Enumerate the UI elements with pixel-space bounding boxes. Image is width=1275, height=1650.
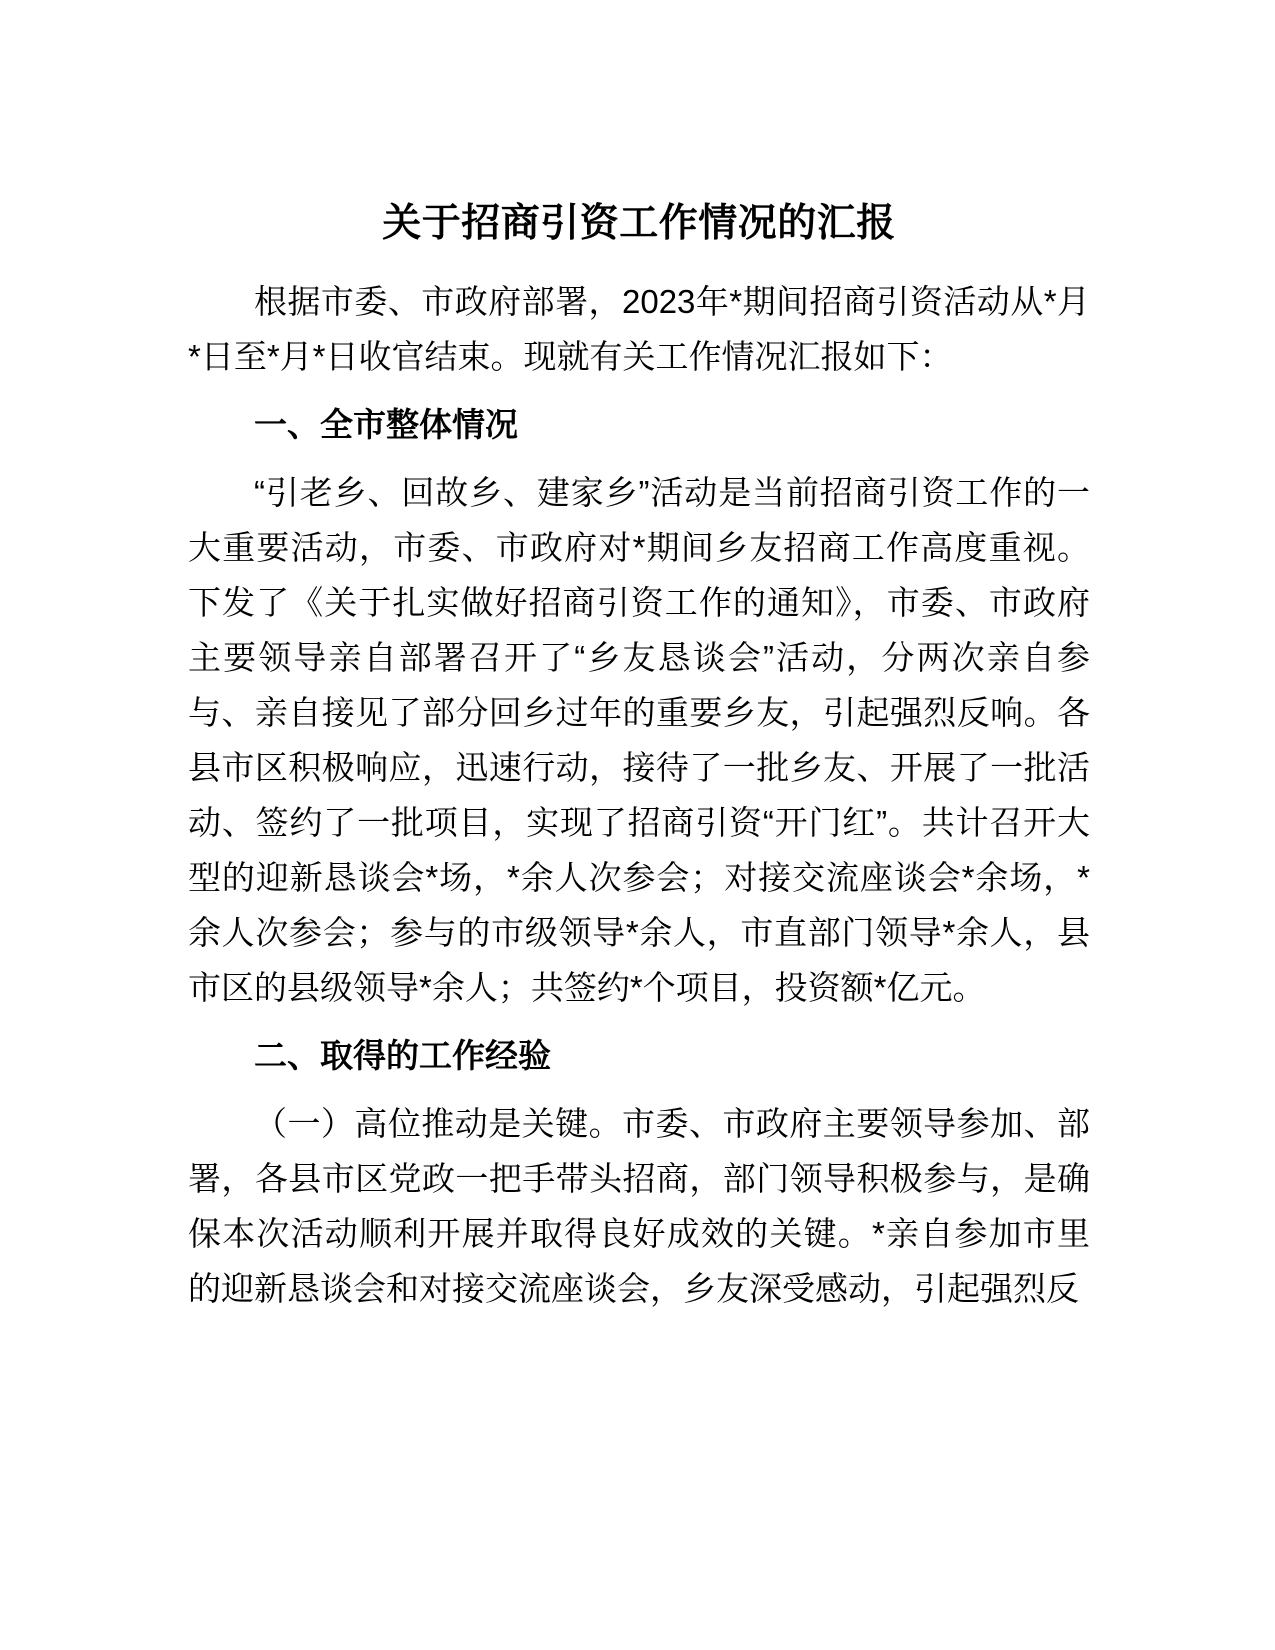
section-heading-two: 二、取得的工作经验 (254, 1037, 551, 1074)
page-title: 关于招商引资工作情况的汇报 (382, 202, 896, 245)
section-heading-one: 一、全市整体情况 (254, 406, 518, 443)
experience-item-one-paragraph: （一）高位推动是关键。市委、市政府主要领导参加、部署，各县市区党政一把手带头招商，部门领导积极参与，是确保本次活动顺利开展并取得良好成效的关键。*亲自参加市里的迎新恳谈会和对接交流座谈会，乡友深受感动，引起强烈反 (188, 1105, 1090, 1307)
overall-situation-paragraph: “引老乡、回故乡、建家乡”活动是当前招商引资工作的一大重要活动，市委、市政府对*期间乡友招商工作高度重视。下发了《关于扎实做好招商引资工作的通知》，市委、市政府主要领导亲自部署召开了“乡友恳谈会”活动，分两次亲自参与、亲自接见了部分回乡过年的重要乡友，引起强烈反响。各县市区积极响应，迅速行动，接待了一批乡友、开展了一批活动、签约了一批项目，实现了招商引资“开门红”。共计召开大型的迎新恳谈会*场，*余人次参会；对接交流座谈会*余场，*余人次参会；参与的市级领导*余人，市直部门领导*余人，县市区的县级领导*余人；共签约*个项目，投资额*亿元。 (188, 474, 1090, 1006)
document-blocks (188, 274, 1090, 1316)
intro-paragraph: 根据市委、市政府部署，2023年*期间招商引资活动从*月*日至*月*日收官结束。现就有关工作情况汇报如下： (188, 283, 1090, 375)
document-body (188, 196, 1090, 1316)
